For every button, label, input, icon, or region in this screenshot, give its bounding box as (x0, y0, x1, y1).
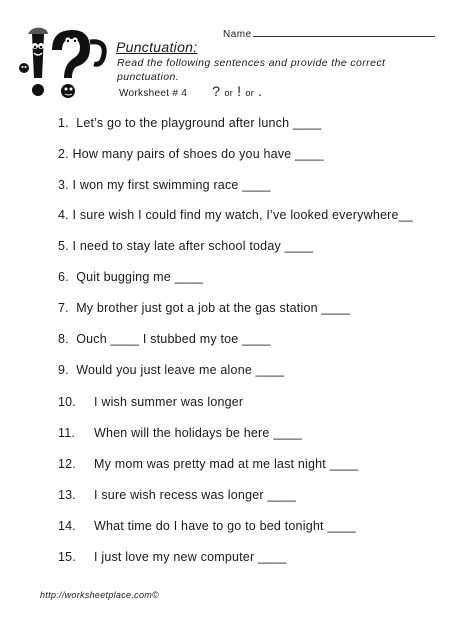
sentence-text: Ouch ____ I stubbed my toe ____ (76, 332, 271, 346)
sentence-text: I sure wish I could find my watch, I’ve looked everywhere__ (72, 208, 413, 222)
sentence-item[interactable] (58, 362, 284, 378)
punctuation-characters-logo-icon (14, 20, 110, 104)
sentence-number: 10. (58, 395, 76, 409)
sentence-item[interactable] (58, 425, 302, 441)
sentence-item[interactable] (58, 146, 324, 162)
sentence-item[interactable] (58, 269, 203, 285)
sentence-item[interactable] (58, 394, 243, 410)
sentence-text: I need to stay late after school today ____ (72, 239, 314, 253)
sentence-number: 3. (58, 178, 69, 192)
sentence-text: I won my first swimming race ____ (72, 178, 271, 192)
question-mark-symbol: ? (212, 83, 221, 99)
exclamation-mark-symbol: ! (237, 83, 242, 99)
name-blank-line[interactable] (253, 27, 435, 37)
sentence-number: 14. (58, 519, 76, 533)
instructions-text: Read the following sentences and provide the correct punctuation. (117, 57, 386, 83)
sentence-text: My mom was pretty mad at me last night ____ (94, 457, 359, 471)
sentence-text: Quit bugging me ____ (76, 270, 204, 284)
worksheet-label: Worksheet # 4 (119, 88, 188, 99)
sentence-number: 15. (58, 550, 76, 564)
sentence-text: Would you just leave me alone ____ (76, 363, 285, 377)
sentence-number: 11. (58, 426, 76, 440)
sentence-item[interactable] (58, 331, 271, 347)
sentence-text: What time do I have to go to bed tonight ____ (94, 519, 356, 533)
sentence-item[interactable] (58, 549, 287, 565)
name-label: Name (223, 29, 252, 40)
period-symbol: . (258, 83, 263, 99)
sentence-text: When will the holidays be here ____ (94, 426, 302, 440)
sentence-number: 7. (58, 301, 69, 315)
sentence-number: 1. (58, 116, 69, 130)
sentence-number: 6. (58, 270, 69, 284)
sentence-number: 2. (58, 147, 69, 161)
sentence-item[interactable] (58, 207, 413, 223)
sentence-item[interactable] (58, 518, 356, 534)
sentence-text: How many pairs of shoes do you have ____ (72, 147, 324, 161)
or-text-1: or (224, 88, 233, 98)
sentence-item[interactable] (58, 487, 296, 503)
sentence-item[interactable] (58, 456, 358, 472)
sentence-text: Let’s go to the playground after lunch ____ (76, 116, 322, 130)
sentence-text: I sure wish recess was longer ____ (94, 488, 297, 502)
sentence-number: 4. (58, 208, 69, 222)
footer-url: http://worksheetplace.com© (40, 590, 159, 600)
sentence-text: My brother just got a job at the gas station ____ (76, 301, 351, 315)
sentence-number: 5. (58, 239, 69, 253)
sentence-item[interactable] (58, 177, 271, 193)
sentence-text: I wish summer was longer (94, 395, 244, 409)
sentence-number: 9. (58, 363, 69, 377)
sentence-item[interactable] (58, 238, 313, 254)
sentence-item[interactable] (58, 300, 350, 316)
name-field[interactable] (223, 27, 435, 40)
sentence-number: 12. (58, 457, 76, 471)
sentence-number: 13. (58, 488, 76, 502)
sentence-item[interactable] (58, 115, 322, 131)
sentence-number: 8. (58, 332, 69, 346)
sentence-text: I just love my new computer ____ (94, 550, 287, 564)
worksheet-number-line (119, 83, 263, 99)
worksheet-title: Punctuation: (116, 39, 198, 55)
or-text-2: or (245, 88, 254, 98)
